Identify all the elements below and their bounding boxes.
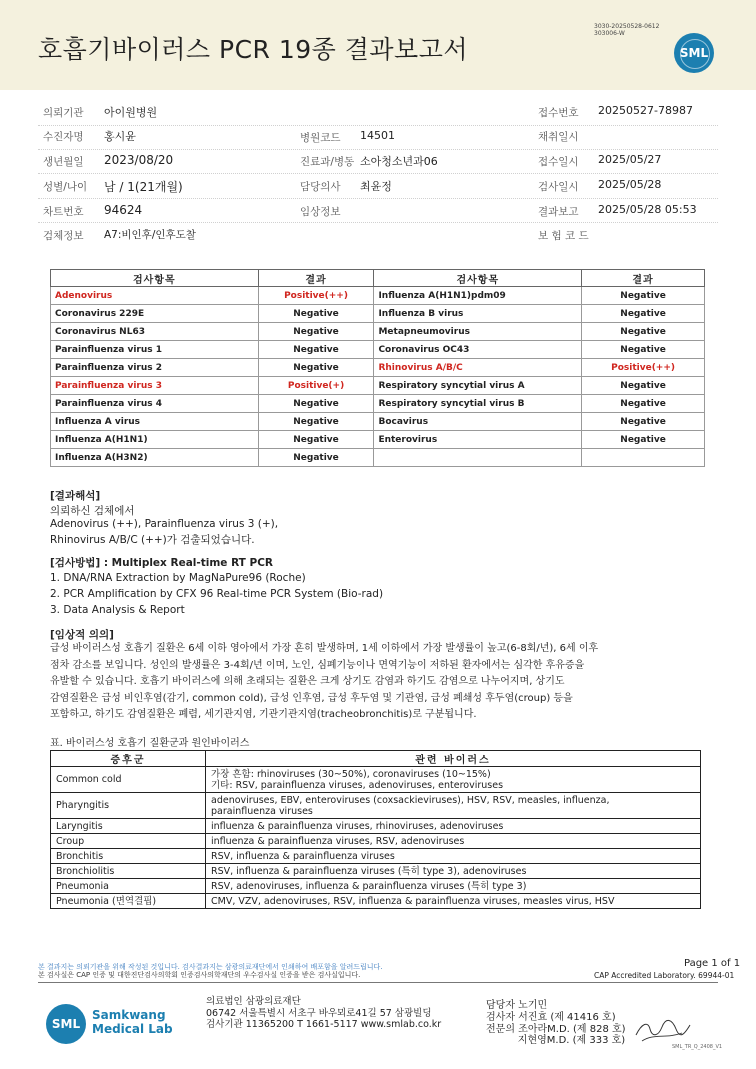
clinical-line: 감염질환은 급성 비인후염(감기, common cold), 급성 인후염, 급성 후두염 및 기관염, 급성 폐쇄성 후두염(croup) 등을 <box>50 692 573 704</box>
header-test-item: 검사항목 <box>51 270 259 287</box>
test-result: Negative <box>582 323 705 341</box>
specimen-value: A7:비인후/인후도찰 <box>104 229 196 241</box>
virus-line: influenza & parainfluenza viruses, rhinoviruses, adenoviruses <box>211 820 504 832</box>
reported-label: 결과보고 <box>538 206 579 218</box>
report-code-line1: 3030-20250528-0612 <box>594 23 660 30</box>
signature-icon <box>632 1015 692 1045</box>
test-item: Coronavirus OC43 <box>374 341 582 359</box>
assoc-header-syndrome: 증후군 <box>51 751 206 767</box>
test-result: Positive(++) <box>258 287 374 305</box>
virus-line: adenoviruses, EBV, enteroviruses (coxsackieviruses), HSV, RSV, measles, influenza, <box>211 794 610 806</box>
test-item: Parainfluenza virus 4 <box>51 395 259 413</box>
divider <box>38 149 718 150</box>
collected-label: 채취일시 <box>538 131 579 143</box>
assoc-header-viruses: 관련 바이러스 <box>206 751 701 767</box>
report-code-line2: 303006-W <box>594 30 625 37</box>
institution-label: 의뢰기관 <box>43 107 84 119</box>
sex-age-value: 남 / 1(21개월) <box>104 180 183 194</box>
test-result: Negative <box>582 413 705 431</box>
clinical-significance-heading: [임상적 의의] <box>50 629 114 641</box>
staff-list <box>486 1000 626 1047</box>
result-row <box>51 359 705 377</box>
lab-name-line: Samkwang <box>92 1008 166 1022</box>
lab-address <box>206 996 441 1031</box>
dob-value: 2023/08/20 <box>104 153 174 167</box>
assoc-row <box>51 767 701 793</box>
test-item: Influenza B virus <box>374 305 582 323</box>
test-item: Coronavirus 229E <box>51 305 259 323</box>
virus-line: RSV, adenoviruses, influenza & parainfluenza viruses (특히 type 3) <box>211 880 527 892</box>
assoc-row <box>51 819 701 834</box>
virus-cell <box>206 819 701 834</box>
assoc-header-row <box>51 751 701 767</box>
virus-line: 기타: RSV, parainfluenza viruses, adenoviruses, enteroviruses <box>211 779 504 791</box>
accession-value: 20250527-78987 <box>598 104 693 117</box>
staff-line: 담당자 노기민 <box>486 1000 548 1011</box>
address-line: 검사기관 11365200 T 1661-5117 www.smlab.co.kr <box>206 1019 442 1030</box>
staff-line: 지현영M.D. (제 333 호) <box>486 1035 626 1047</box>
test-item: Respiratory syncytial virus A <box>374 377 582 395</box>
header-result: 결과 <box>258 270 374 287</box>
clinical-line: 급성 바이러스성 호흡기 질환은 6세 이하 영아에서 가장 흔히 발생하며, 1세 이하에서 가장 발생률이 높고(6-8회/년), 6세 이후 <box>50 643 599 654</box>
chart-number-label: 차트번호 <box>43 206 84 218</box>
test-result: Negative <box>258 395 374 413</box>
virus-cell <box>206 864 701 879</box>
patient-name-value: 홍시윤 <box>104 130 136 143</box>
doctor-value: 최윤정 <box>360 180 392 193</box>
dob-label: 생년월일 <box>43 156 84 168</box>
test-result: Negative <box>582 287 705 305</box>
clinical-info-label: 임상정보 <box>300 206 341 218</box>
divider <box>38 125 718 126</box>
result-row <box>51 323 705 341</box>
lab-name <box>92 1008 173 1036</box>
test-result <box>582 449 705 467</box>
institution-value: 아이원병원 <box>104 106 158 119</box>
syndrome-cell: Bronchiolitis <box>51 864 206 879</box>
sml-footer-logo-icon: SML <box>46 1004 86 1044</box>
test-result: Negative <box>258 449 374 467</box>
test-result: Negative <box>582 305 705 323</box>
virus-cell <box>206 793 701 819</box>
hospital-code-value: 14501 <box>360 129 395 142</box>
virus-line: parainfluenza viruses <box>211 805 313 817</box>
test-item: Adenovirus <box>51 287 259 305</box>
dept-label: 진료과/병동 <box>300 156 355 168</box>
results-table <box>50 269 705 467</box>
reported-value: 2025/05/28 05:53 <box>598 203 697 216</box>
clinical-significance-text <box>50 641 710 724</box>
patient-name-label: 수진자명 <box>43 131 84 143</box>
result-row <box>51 341 705 359</box>
assoc-table-caption: 표. 바이러스성 호흡기 질환군과 원인바이러스 <box>50 738 250 749</box>
virus-cell <box>206 879 701 894</box>
staff-line: 검사자 서진효 (제 41416 호) <box>486 1011 616 1023</box>
footer-divider <box>38 982 718 983</box>
virus-line: CMV, VZV, adenoviruses, RSV, influenza & parainfluenza viruses, measles virus, HSV <box>211 895 615 907</box>
report-title: 호흡기바이러스 PCR 19종 결과보고서 <box>38 35 469 64</box>
tested-label: 검사일시 <box>538 181 579 193</box>
result-row <box>51 377 705 395</box>
test-result: Negative <box>258 305 374 323</box>
assoc-row <box>51 864 701 879</box>
staff-line: 전문의 조아라M.D. (제 828 호) <box>486 1023 626 1035</box>
lab-name-line: Medical Lab <box>92 1022 173 1036</box>
test-item: Parainfluenza virus 1 <box>51 341 259 359</box>
header-result: 결과 <box>582 270 705 287</box>
test-item <box>374 449 582 467</box>
address-line: 06742 서울특별시 서초구 바우뫼로41길 57 삼광빌딩 <box>206 1007 432 1019</box>
tested-value: 2025/05/28 <box>598 178 662 191</box>
test-item: Bocavirus <box>374 413 582 431</box>
assoc-row <box>51 849 701 864</box>
report-code <box>594 23 659 37</box>
virus-cell <box>206 834 701 849</box>
syndrome-cell: Common cold <box>51 767 206 793</box>
clinical-line: 포함하고, 하기도 감염질환은 폐렴, 세기관지염, 기관기관지염(tracheobronchitis)로 구분됩니다. <box>50 709 477 720</box>
test-result: Negative <box>582 431 705 449</box>
address-line: 의료법인 삼광의료재단 <box>206 996 301 1007</box>
accession-label: 접수번호 <box>538 107 579 119</box>
cap-accreditation: CAP Accredited Laboratory. 69944-01 <box>594 971 735 980</box>
test-result: Positive(++) <box>582 359 705 377</box>
test-result: Negative <box>582 377 705 395</box>
header-test-item: 검사항목 <box>374 270 582 287</box>
footer-note: 본 결과지는 의뢰기관을 위해 작성된 것입니다. 검사결과지는 삼광의료재단에서 인쇄하여 배포함을 알려드립니다. <box>38 963 383 971</box>
sex-age-label: 성별/나이 <box>43 181 88 193</box>
syndrome-cell: Pharyngitis <box>51 793 206 819</box>
virus-cell <box>206 767 701 793</box>
method-step: 1. DNA/RNA Extraction by MagNaPure96 (Roche) <box>50 572 306 584</box>
test-item: Influenza A(H3N2) <box>51 449 259 467</box>
result-row <box>51 431 705 449</box>
test-result: Negative <box>258 359 374 377</box>
virus-line: 가장 흔함: rhinoviruses (30~50%), coronaviruses (10~15%) <box>211 768 491 780</box>
assoc-row <box>51 894 701 909</box>
test-result: Negative <box>258 341 374 359</box>
test-item: Respiratory syncytial virus B <box>374 395 582 413</box>
test-result: Negative <box>258 413 374 431</box>
test-result: Negative <box>258 323 374 341</box>
chart-number-value: 94624 <box>104 203 143 217</box>
test-item: Metapneumovirus <box>374 323 582 341</box>
test-item: Influenza A(H1N1) <box>51 431 259 449</box>
test-item: Enterovirus <box>374 431 582 449</box>
result-row <box>51 305 705 323</box>
result-row <box>51 449 705 467</box>
virus-cell <box>206 894 701 909</box>
syndrome-cell: Bronchitis <box>51 849 206 864</box>
specimen-label: 검체정보 <box>43 230 84 242</box>
syndrome-cell: Pneumonia <box>51 879 206 894</box>
test-result: Negative <box>582 341 705 359</box>
syndrome-cell: Pneumonia (면역결핍) <box>51 894 206 909</box>
footer-note: 본 검사실은 CAP 인증 및 대한진단검사의학회 인증검사의학재단의 우수검사실 인증을 받은 검사실입니다. <box>38 971 361 979</box>
insurance-label: 보 험 코 드 <box>538 230 589 242</box>
divider <box>38 173 718 174</box>
test-item: Influenza A(H1N1)pdm09 <box>374 287 582 305</box>
page-number: Page 1 of 1 <box>684 958 741 969</box>
hospital-code-label: 병원코드 <box>300 132 341 144</box>
test-item: Influenza A virus <box>51 413 259 431</box>
test-item: Rhinovirus A/B/C <box>374 359 582 377</box>
result-row <box>51 287 705 305</box>
clinical-line: 점차 감소를 보입니다. 성인의 발생률은 3-4회/년 이며, 노인, 심폐기능이나 면역기능이 저하된 환자에서는 심각한 후유증을 <box>50 659 585 671</box>
interpretation-line: Rhinovirus A/B/C (++)가 검출되었습니다. <box>50 534 255 546</box>
assoc-row <box>51 793 701 819</box>
interpretation-line: Adenovirus (++), Parainfluenza virus 3 (+), <box>50 518 279 530</box>
divider <box>38 222 718 223</box>
test-item: Parainfluenza virus 2 <box>51 359 259 377</box>
virus-line: RSV, influenza & parainfluenza viruses (특히 type 3), adenoviruses <box>211 865 527 877</box>
test-item: Parainfluenza virus 3 <box>51 377 259 395</box>
test-item: Coronavirus NL63 <box>51 323 259 341</box>
assoc-table <box>50 750 701 909</box>
method-step: 3. Data Analysis & Report <box>50 604 185 616</box>
test-result: Negative <box>582 395 705 413</box>
document-code: SML_TR_Q_2408_V1 <box>672 1044 723 1050</box>
dept-value: 소아청소년과06 <box>360 155 438 168</box>
assoc-row <box>51 879 701 894</box>
result-row <box>51 413 705 431</box>
received-label: 접수일시 <box>538 156 579 168</box>
divider <box>38 198 718 199</box>
test-result: Positive(+) <box>258 377 374 395</box>
sml-logo-icon: SML <box>674 33 714 73</box>
received-value: 2025/05/27 <box>598 153 662 166</box>
method-step: 2. PCR Amplification by CFX 96 Real-time PCR System (Bio-rad) <box>50 588 384 600</box>
result-row <box>51 395 705 413</box>
interpretation-line: 의뢰하신 검체에서 <box>50 505 135 517</box>
syndrome-cell: Laryngitis <box>51 819 206 834</box>
interpretation-heading: [결과해석] <box>50 490 101 502</box>
method-heading: [검사방법] : Multiplex Real-time RT PCR <box>50 557 273 569</box>
virus-line: RSV, influenza & parainfluenza viruses <box>211 850 395 862</box>
virus-cell <box>206 849 701 864</box>
results-header-row <box>51 270 705 287</box>
assoc-row <box>51 834 701 849</box>
syndrome-cell: Croup <box>51 834 206 849</box>
test-result: Negative <box>258 431 374 449</box>
doctor-label: 담당의사 <box>300 181 341 193</box>
virus-line: influenza & parainfluenza viruses, RSV, adenoviruses <box>211 835 465 847</box>
clinical-line: 유발할 수 있습니다. 호흡기 바이러스에 의해 초래되는 질환은 크게 상기도 감염과 하기도 감염으로 나누어지며, 상기도 <box>50 676 565 687</box>
